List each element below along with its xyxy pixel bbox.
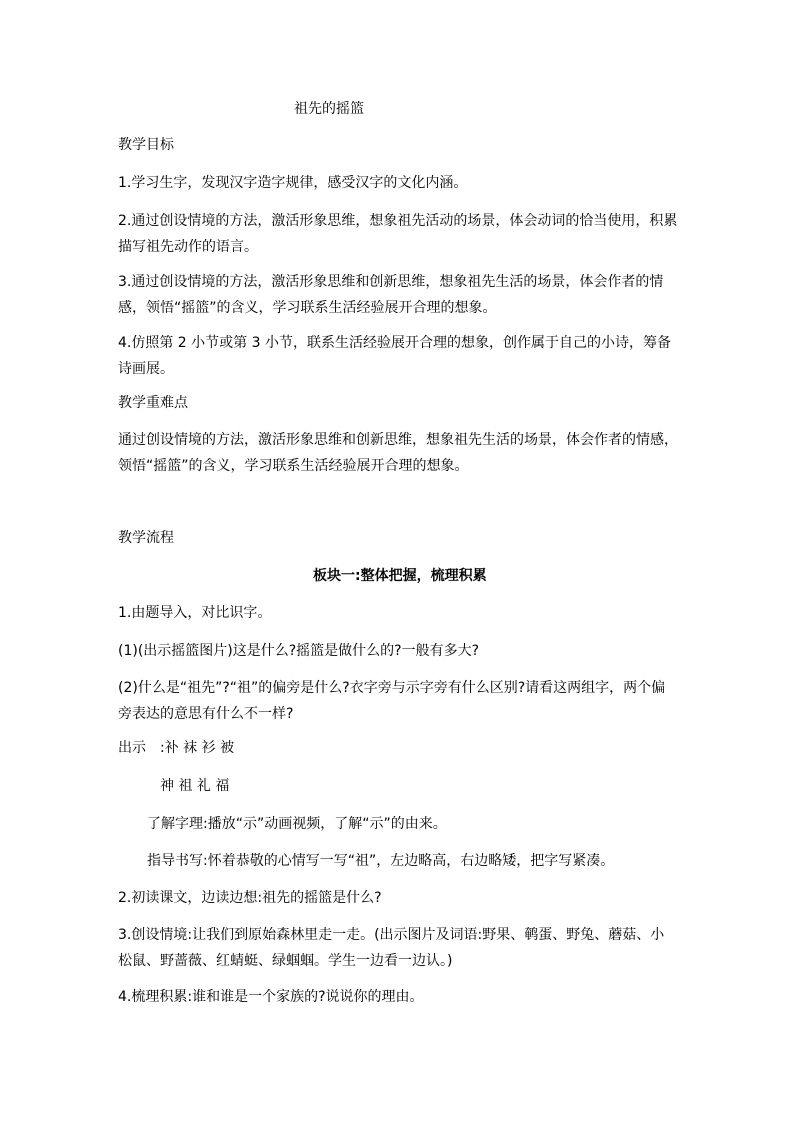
- step-1: 1.由题导入，对比识字。: [118, 605, 272, 621]
- goal-item-1: 1.学习生字，发现汉字造字规律，感受汉字的文化内涵。: [118, 175, 468, 191]
- step-2: 2.初读课文，边读边想:祖先的摇篮是什么?: [118, 890, 382, 906]
- block1-heading: 板块一:整体把握，梳理积累: [313, 568, 487, 584]
- key-points-text: 通过创设情境的方法，激活形象思维和创新思维，想象祖先生活的场景，体会作者的情感，领悟“摇篮”的含义，学习联系生活经验展开合理的想象。: [118, 432, 678, 474]
- writing-guidance: 指导书写:怀着恭敬的心情写一写“祖”，左边略高，右边略矮，把字写紧凑。: [147, 853, 615, 869]
- document-title: 祖先的摇篮: [294, 101, 364, 117]
- step-1-question-2: (2)什么是“祖先”?“祖”的偏旁是什么?衣字旁与示字旁有什么区别?请看这两组字，两个偏旁表达的意思有什么不一样?: [118, 680, 666, 722]
- flow-heading: 教学流程: [118, 530, 174, 546]
- step-3: 3.创设情境:让我们到原始森林里走一走。(出示图片及词语:野果、鹌蛋、野兔、蘑菇、小松鼠、野蔷薇、红蜻蜓、绿蝈蝈。学生一边看一边认。): [118, 927, 665, 969]
- understand-character-origin: 了解字理:播放“示”动画视频，了解“示”的由来。: [147, 816, 447, 832]
- goal-item-3: 3.通过创设情境的方法，激活形象思维和创新思维，想象祖先生活的场景，体会作者的情感，领悟“摇篮”的含义，学习联系生活经验展开合理的想象。: [118, 274, 664, 316]
- goals-heading: 教学目标: [118, 137, 174, 153]
- goal-item-2: 2.通过创设情境的方法，激活形象思维，想象祖先活动的场景，体会动词的恰当使用，积累描写祖先动作的语言。: [118, 213, 678, 255]
- character-row-2: 神 祖 礼 福: [160, 778, 230, 794]
- key-points-heading: 教学重难点: [118, 395, 188, 411]
- show-label: 出示: [118, 740, 146, 756]
- character-row-1: :补 袜 衫 被: [160, 740, 235, 756]
- step-4: 4.梳理积累:谁和谁是一个家族的?说说你的理由。: [118, 989, 424, 1005]
- goal-item-4: 4.仿照第 2 小节或第 3 小节，联系生活经验展开合理的想象，创作属于自己的小诗，筹备诗画展。: [118, 335, 671, 377]
- step-1-question-1: (1)(出示摇篮图片)这是什么?摇篮是做什么的?一般有多大?: [118, 643, 480, 659]
